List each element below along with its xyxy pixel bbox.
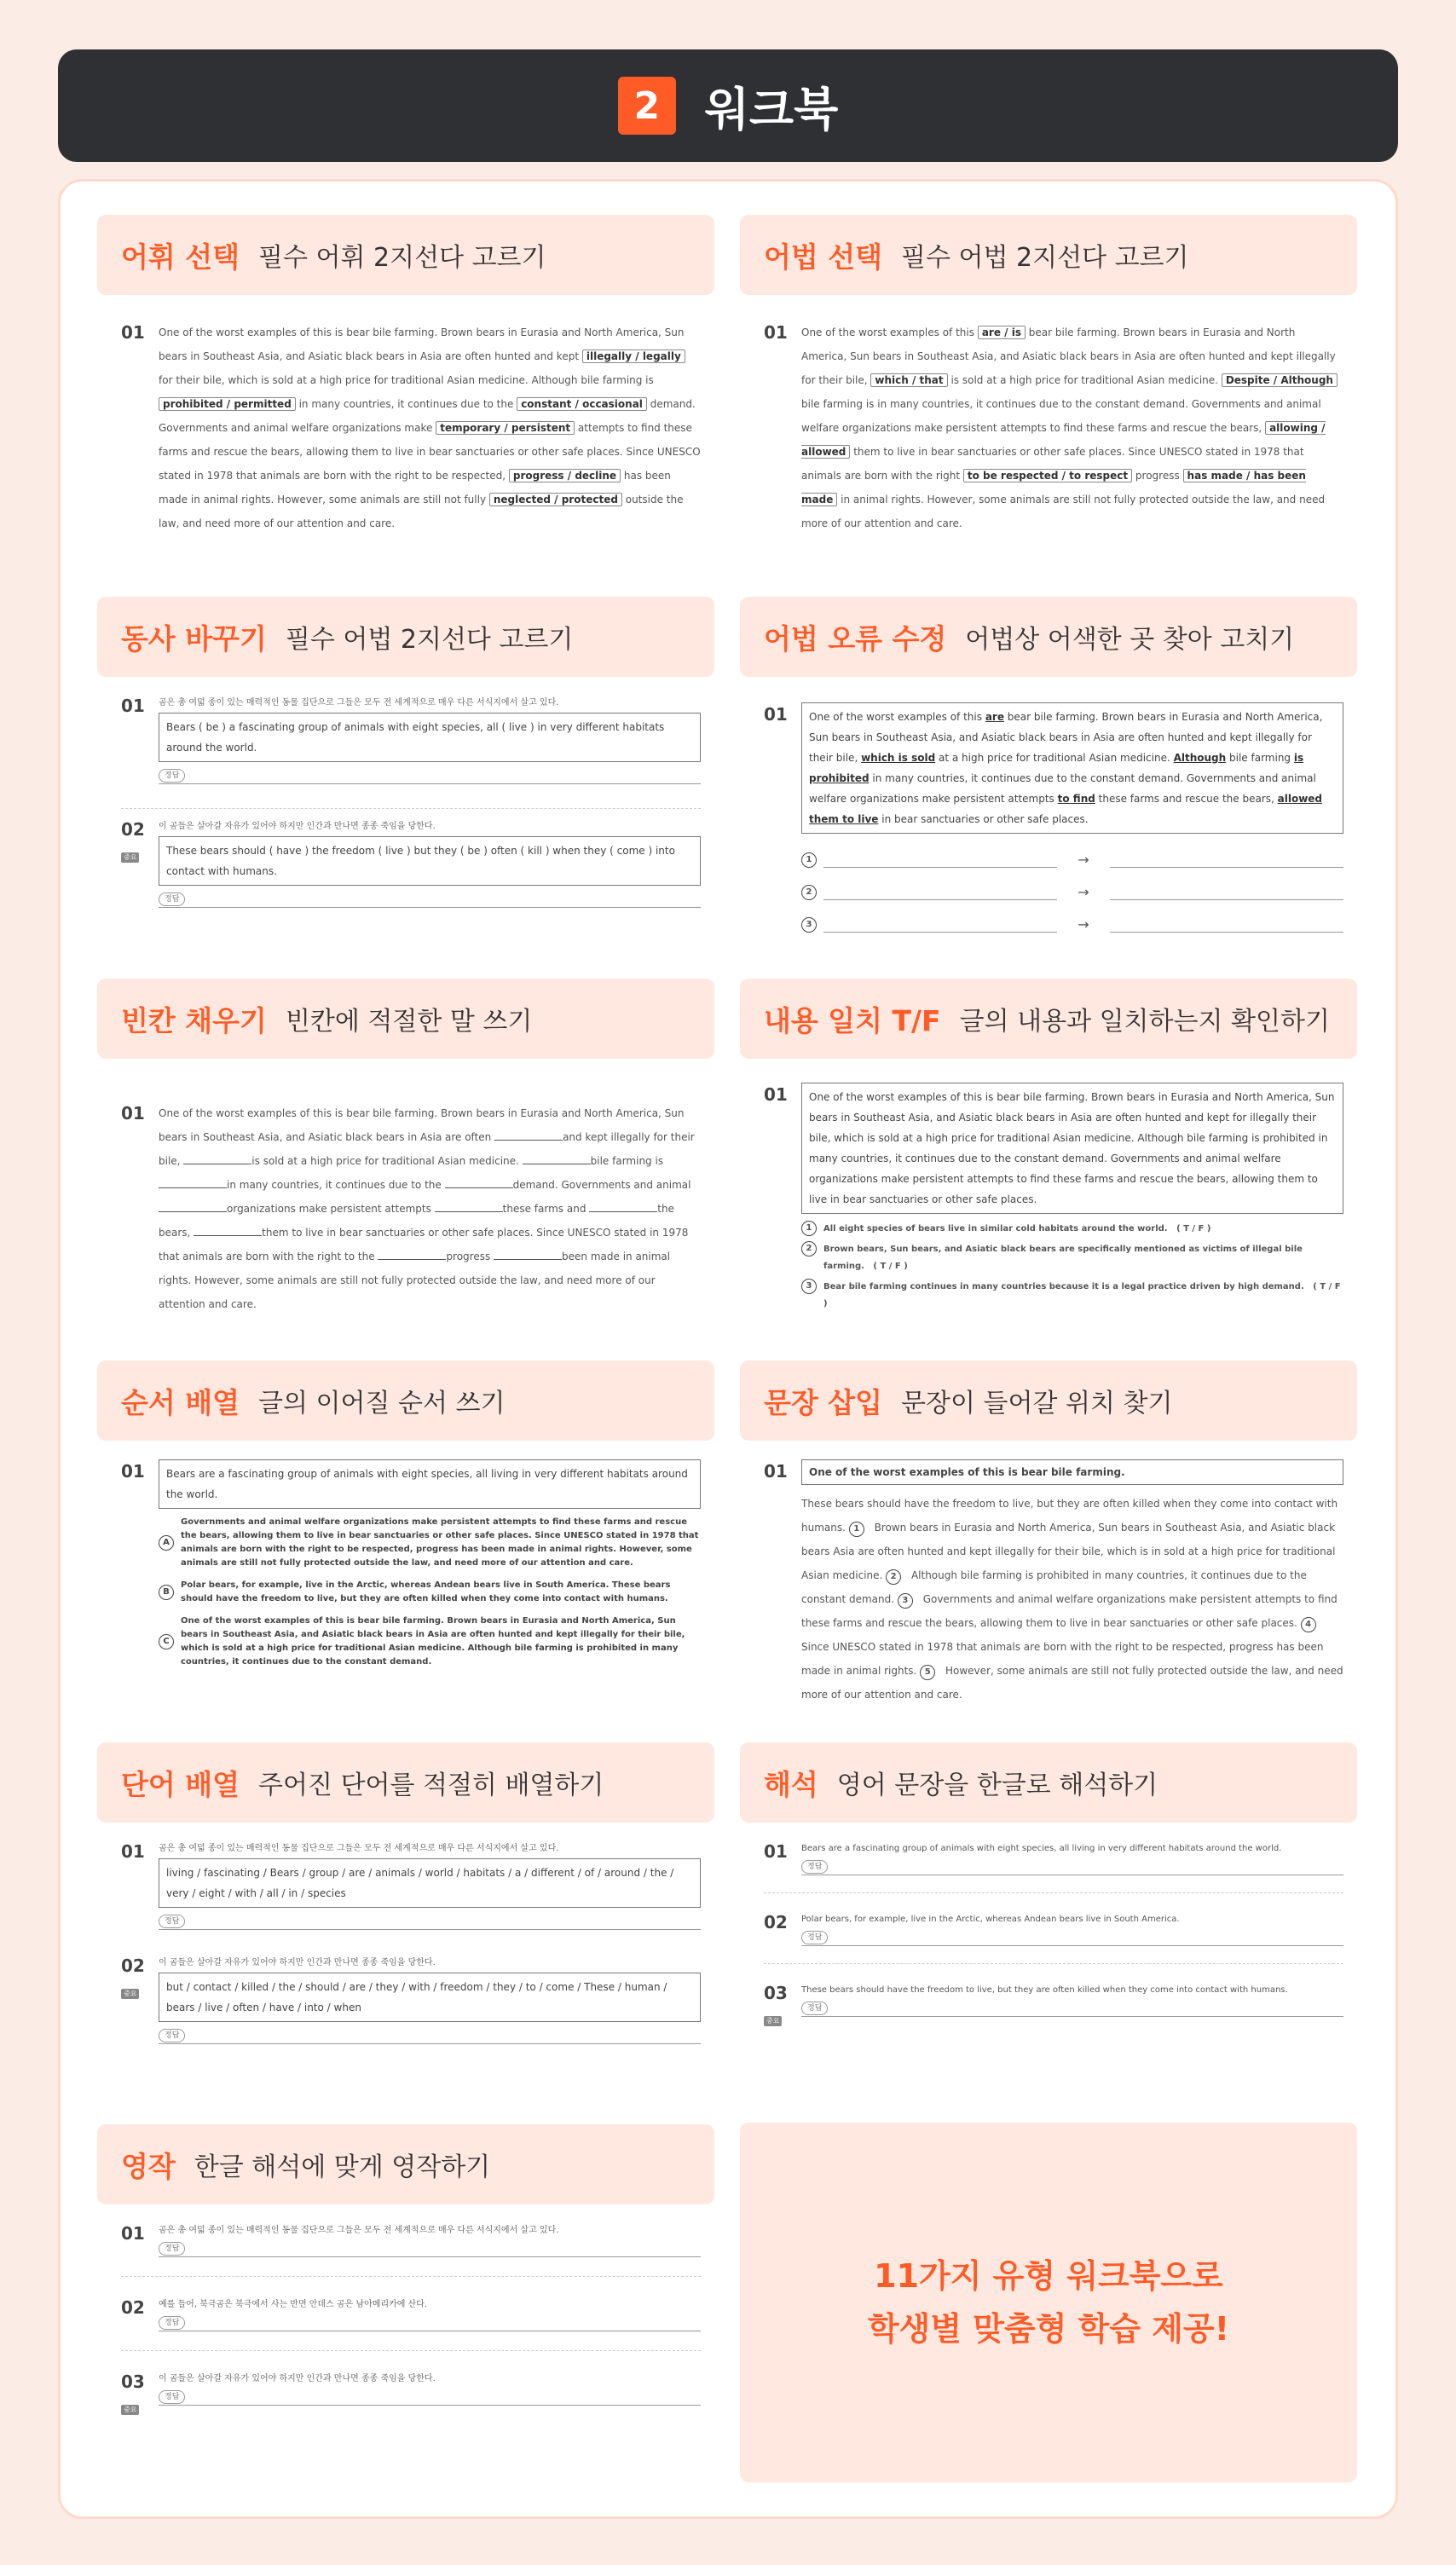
- answer-line[interactable]: [823, 885, 1057, 900]
- choice[interactable]: illegally / legally: [582, 350, 685, 363]
- answer-label: 정답: [159, 2242, 185, 2256]
- blank[interactable]: [445, 1176, 513, 1188]
- item-number: 1: [801, 852, 817, 868]
- insert-position[interactable]: 4: [1301, 1617, 1316, 1632]
- option-label: C: [159, 1634, 174, 1649]
- blank[interactable]: [435, 1200, 503, 1212]
- promo-line-1: 11가지 유형 워크북으로: [874, 2257, 1223, 2295]
- section-name: 빈칸 채우기: [121, 1003, 267, 1037]
- choice[interactable]: constant / occasional: [517, 397, 647, 411]
- option-label: A: [159, 1535, 174, 1551]
- section-order: [97, 1360, 714, 1669]
- choice[interactable]: Despite / Although: [1222, 373, 1338, 387]
- item-number: 3: [801, 917, 817, 933]
- blank[interactable]: [183, 1153, 251, 1164]
- page-title: 워크북: [704, 82, 839, 136]
- blank[interactable]: [494, 1129, 563, 1141]
- arrow-icon: →: [1078, 884, 1089, 900]
- important-badge: 중요: [121, 1989, 139, 1999]
- answer-line[interactable]: [823, 917, 1057, 933]
- section-desc: 글의 내용과 일치하는지 확인하기: [959, 1007, 1330, 1037]
- page-header: [58, 49, 1398, 162]
- section-desc: 필수 어법 2지선다 고르기: [285, 625, 574, 655]
- passage: These bears should have the freedom to live, but they are often killed when they come into contact with humans. 1 Brown bears in Eurasia and North America, Sun bears in Southeast Asia, and Asiatic black bears Asia are often hunted and kept illegally for their bile, which is in sold at a high price for traditional Asian medicine. 2 Although bile farming is prohibited in many countries, it continues due to the constant demand. 3 Governments and animal welfare organizations make persistent attempts to find these farms and rescue the bears, allowing them to live in bear sanctuaries or other safe places. 4 Since UNESCO stated in 1978 that animals are born with the right to be respected, progress has been made in animal rights. 5 However, some animals are still not fully protected outside the law, and need more of our attention and care.: [801, 1498, 1343, 1701]
- given-sentence: One of the worst examples of this is bear bile farming.: [801, 1459, 1343, 1485]
- section-error-correction: [740, 597, 1357, 941]
- answer-label: 정답: [801, 1860, 828, 1874]
- section-name: 동사 바꾸기: [121, 621, 267, 656]
- english-sentence: Bears are a fascinating group of animals with eight species, all living in very different habitats around the world.: [801, 1844, 1282, 1853]
- section-desc: 필수 어휘 2지선다 고르기: [258, 243, 546, 273]
- section-insertion: [740, 1360, 1357, 1707]
- insert-position[interactable]: 2: [886, 1569, 901, 1585]
- section-true-false: [740, 979, 1357, 1313]
- answer-line[interactable]: [823, 852, 1057, 868]
- question-number: 01: [764, 1841, 788, 1862]
- important-badge: 중요: [121, 852, 139, 863]
- choice[interactable]: progress / decline: [509, 469, 621, 482]
- section-name: 어법 오류 수정: [764, 621, 947, 656]
- answer-label: 정답: [159, 2029, 185, 2042]
- promo-line-2: 학생별 맞춤형 학습 제공!: [867, 2310, 1230, 2348]
- section-name: 어휘 선택: [121, 240, 240, 274]
- question-number: 01: [121, 1103, 145, 1124]
- english-sentence: Polar bears, for example, live in the Arctic, whereas Andean bears live in South America.: [801, 1915, 1180, 1924]
- tf-choice[interactable]: ( T / F ): [873, 1262, 908, 1271]
- english-sentence: These bears should have the freedom to live, but they are often killed when they come into contact with humans.: [801, 1985, 1288, 1995]
- korean-prompt: 곰은 총 여덟 종이 있는 매력적인 동물 집단으로 그들은 모두 전 세계적으로 매우 다른 서식지에서 살고 있다.: [159, 698, 559, 708]
- question-number: 01: [121, 1461, 145, 1482]
- section-name: 내용 일치 T/F: [764, 1003, 941, 1037]
- option-text: One of the worst examples of this is bear bile farming. Brown bears in Eurasia and North America, Sun bears in Southeast Asia, and Asiatic black bears in Asia are often hunted and kept illegally for their bile, which is sold at a high price for traditional Asian medicine. Although bile farming is prohibited in many countries, it continues due to the constant demand.: [181, 1616, 685, 1667]
- word-bank: living / fascinating / Bears / group / are / animals / world / habitats / a / different / of / around / the / very / eight / with / all / in / species: [159, 1858, 701, 1908]
- section-desc: 한글 해석에 맞게 영작하기: [194, 2152, 491, 2182]
- korean-prompt: 이 곰들은 살아갈 자유가 있어야 하지만 인간과 만나면 종종 죽임을 당한다.: [159, 822, 436, 831]
- statement: All eight species of bears live in similar cold habitats around the world.: [823, 1224, 1168, 1233]
- choice[interactable]: are / is: [978, 326, 1026, 339]
- section-desc: 빈칸에 적절한 말 쓰기: [285, 1007, 533, 1037]
- option-text: Governments and animal welfare organizations make persistent attempts to find these farms and rescue the bears, allowing them to live in bear sanctuaries or other safe places. Since UNESCO stated in 1978 that animals are born with the right to be respected, progress has been made in animal rights. However, some animals are still not fully protected outside the law, and need more of our attention and care.: [181, 1517, 699, 1568]
- tf-choice[interactable]: ( T / F ): [1176, 1224, 1211, 1233]
- chapter-number: 2: [618, 77, 676, 135]
- korean-prompt: 곰은 총 여덟 종이 있는 매력적인 동물 집단으로 그들은 모두 전 세계적으로 매우 다른 서식지에서 살고 있다.: [159, 1844, 559, 1853]
- arrow-icon: →: [1078, 916, 1089, 933]
- blank[interactable]: [378, 1248, 446, 1260]
- section-name: 해석: [764, 1767, 818, 1801]
- english-sentence: These bears should ( have ) the freedom ( live ) but they ( be ) often ( kill ) when they ( come ) into contact with humans.: [159, 836, 701, 886]
- statement: Bear bile farming continues in many countries because it is a legal practice driven by high demand.: [823, 1282, 1304, 1291]
- answer-label: 정답: [801, 1931, 828, 1944]
- option-label: B: [159, 1585, 174, 1600]
- passage: One of the worst examples of this are bear bile farming. Brown bears in Eurasia and North America, Sun bears in Southeast Asia, and Asiatic black bears in Asia are often hunted and kept illegally for their bile, which is sold at a high price for traditional Asian medicine. Although bile farming is prohibited in many countries, it continues due to the constant demand. Governments and animal welfare organizations make persistent attempts to find these farms and rescue the bears, allowed them to live in bear sanctuaries or other safe places.: [801, 702, 1343, 834]
- answer-label: 정답: [159, 1915, 185, 1928]
- choice[interactable]: prohibited / permitted: [159, 397, 296, 411]
- item-number: 2: [801, 885, 817, 900]
- korean-sentence: 곰은 총 여덟 종이 있는 매력적인 동물 집단으로 그들은 모두 전 세계적으로 매우 다른 서식지에서 살고 있다.: [159, 2226, 559, 2235]
- english-sentence: Bears ( be ) a fascinating group of animals with eight species, all ( live ) in very different habitats around the world.: [159, 713, 701, 762]
- question-number: 03: [121, 2371, 145, 2392]
- section-composition: [97, 2124, 714, 2420]
- arrow-icon: →: [1078, 852, 1089, 868]
- choice[interactable]: to be respected / to respect: [963, 469, 1132, 482]
- korean-sentence: 예를 들어, 북극곰은 북극에서 사는 반면 안데스 곰은 남아메리카에 산다.: [159, 2300, 428, 2309]
- section-vocab-choice: [97, 215, 714, 535]
- section-desc: 글의 이어질 순서 쓰기: [258, 1389, 506, 1418]
- question-number: 01: [764, 1461, 788, 1482]
- section-name: 문장 삽입: [764, 1385, 883, 1419]
- insert-position[interactable]: 3: [898, 1593, 913, 1609]
- section-name: 순서 배열: [121, 1385, 240, 1419]
- section-desc: 문장이 들어갈 위치 찾기: [901, 1389, 1173, 1418]
- tf-choice[interactable]: ( T / F ): [823, 1282, 1341, 1308]
- answer-line[interactable]: [1110, 852, 1343, 868]
- word-bank: but / contact / killed / the / should / are / they / with / freedom / they / to / come / These / human / bears / live / often / have / into / when: [159, 1973, 701, 2022]
- blank[interactable]: [589, 1200, 657, 1212]
- passage: One of the worst examples of this are / is bear bile farming. Brown bears in Eurasia and North America, Sun bears in Southeast Asia, and Asiatic black bears in Asia are often hunted and kept illegally for their bile, which / that is sold at a high price for traditional Asian medicine. Despite / Although bile farming is in many countries, it continues due to the constant demand. Governments and animal welfare organizations make persistent attempts to find these farms and rescue the bears, allowing / allowed them to live in bear sanctuaries or other safe places. Since UNESCO stated in 1978 that animals are born with the right to be respected / to respect progress has made / has been made in animal rights. However, some animals are still not fully protected outside the law, and need more of our attention and care.: [801, 321, 1343, 535]
- blank[interactable]: [159, 1176, 227, 1188]
- question-number: 02: [121, 2297, 145, 2318]
- answer-label: 정답: [159, 769, 185, 783]
- statement: Brown bears, Sun bears, and Asiatic black bears are specifically mentioned as victims of illegal bile farming.: [823, 1245, 1303, 1271]
- question-number: 03: [764, 1983, 788, 2003]
- item-number: 1: [801, 1221, 817, 1236]
- item-number: 2: [801, 1241, 817, 1257]
- answer-line[interactable]: [1110, 885, 1343, 900]
- section-grammar-choice: [740, 215, 1357, 535]
- question-number: 02: [121, 1956, 145, 1976]
- option-text: Polar bears, for example, live in the Arctic, whereas Andean bears live in South America. These bears should have the freedom to live, but they are often killed when they come into contact with humans.: [181, 1580, 671, 1603]
- question-number: 02: [764, 1912, 788, 1932]
- section-desc: 영어 문장을 한글로 해석하기: [836, 1771, 1158, 1800]
- blank[interactable]: [194, 1224, 262, 1236]
- section-desc: 어법상 어색한 곳 찾아 고치기: [965, 625, 1295, 655]
- section-verb-change: [97, 597, 714, 908]
- passage: One of the worst examples of this is bear bile farming. Brown bears in Eurasia and North America, Sun bears in Southeast Asia, and Asiatic black bears in Asia are often hunted and kept illegally / legally for their bile, which is sold at a high price for traditional Asian medicine. Although bile farming is prohibited / permitted in many countries, it continues due to the constant / occasional demand. Governments and animal welfare organizations make temporary / persistent attempts to find these farms and rescue the bears, allowing them to live in bear sanctuaries or other safe places. Since UNESCO stated in 1978 that animals are born with the right to be respected, progress / decline has been made in animal rights. However, some animals are still not fully neglected / protected outside the law, and need more of our attention and care.: [159, 326, 701, 529]
- item-number: 3: [801, 1279, 817, 1294]
- choice[interactable]: has made / has been made: [801, 470, 1306, 505]
- section-name: 단어 배열: [121, 1767, 240, 1801]
- question-number: 01: [121, 1841, 145, 1862]
- passage: One of the worst examples of this is bear bile farming. Brown bears in Eurasia and North America, Sun bears in Southeast Asia, and Asiatic black bears in Asia are often and kept illegally for their bile, is sold at a high price for traditional Asian medicine. bile farming is in many countries, it continues due to the demand. Governments and animal organizations make persistent attempts these farms and the bears, them to live in bear sanctuaries or other safe places. Since UNESCO stated in 1978 that animals are born with the right to the progress been made in animal rights. However, some animals are still not fully protected outside the law, and need more of our attention and care.: [159, 1107, 695, 1310]
- choice[interactable]: temporary / persistent: [436, 421, 575, 435]
- korean-prompt: 이 곰들은 살아갈 자유가 있어야 하지만 인간과 만나면 종종 죽임을 당한다.: [159, 1958, 436, 1967]
- insert-position[interactable]: 1: [849, 1522, 864, 1537]
- answer-label: 정답: [159, 2390, 185, 2404]
- blank[interactable]: [494, 1248, 562, 1260]
- section-name: 영작: [121, 2149, 176, 2183]
- choice[interactable]: which / that: [870, 373, 947, 387]
- passage: One of the worst examples of this is bear bile farming. Brown bears in Eurasia and North America, Sun bears in Southeast Asia, and Asiatic black bears in Asia are often hunted and kept for illegally their bile, which is sold at a high price for traditional Asian medicine. Although bile farming is prohibited in many countries, it continues due to the constant demand. Governments and animal welfare organizations make persistent attempts to find these farms and rescue the bears, allowing them to live in bear sanctuaries or other safe places.: [801, 1083, 1343, 1214]
- answer-label: 정답: [801, 2002, 828, 2015]
- important-badge: 중요: [764, 2016, 782, 2026]
- blank[interactable]: [523, 1153, 591, 1164]
- blank[interactable]: [159, 1200, 227, 1212]
- question-number: 01: [764, 704, 788, 725]
- korean-sentence: 이 곰들은 살아갈 자유가 있어야 하지만 인간과 만나면 종종 죽임을 당한다.: [159, 2374, 436, 2383]
- question-number: 01: [764, 322, 788, 343]
- answer-label: 정답: [159, 2316, 185, 2330]
- important-badge: 중요: [121, 2405, 139, 2415]
- section-name: 어법 선택: [764, 240, 883, 274]
- question-number: 01: [764, 1084, 788, 1105]
- promo-box: [740, 2123, 1357, 2482]
- insert-position[interactable]: 5: [920, 1665, 935, 1680]
- section-interpretation: [740, 1742, 1357, 2031]
- question-number: 02: [121, 819, 145, 840]
- given-sentence: Bears are a fascinating group of animals with eight species, all living in very different habitats around the world.: [159, 1459, 701, 1509]
- section-word-order: [97, 1742, 714, 2044]
- question-number: 01: [121, 2223, 145, 2244]
- choice[interactable]: neglected / protected: [489, 493, 622, 506]
- section-desc: 주어진 단어를 적절히 배열하기: [258, 1771, 604, 1800]
- question-number: 01: [121, 696, 145, 716]
- answer-line[interactable]: [1110, 917, 1343, 933]
- section-fill-blank: [97, 979, 714, 1316]
- section-desc: 필수 어법 2지선다 고르기: [901, 243, 1189, 273]
- question-number: 01: [121, 322, 145, 343]
- choice[interactable]: allowing / allowed: [801, 422, 1326, 458]
- answer-label: 정답: [159, 893, 185, 906]
